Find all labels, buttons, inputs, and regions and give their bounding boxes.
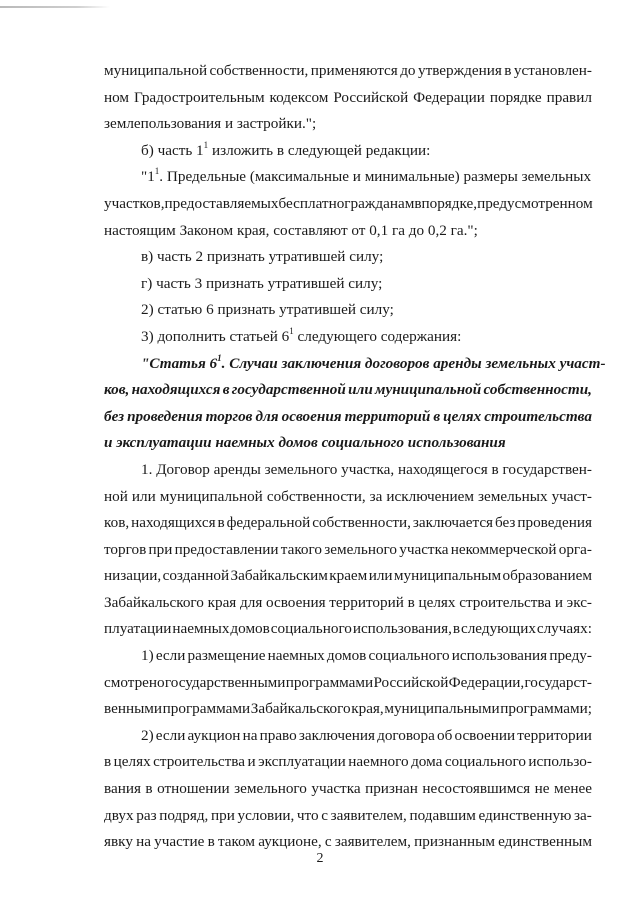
word: бесплатно [278, 194, 345, 212]
word: низации, [104, 567, 162, 585]
word: несостоявшимся [422, 780, 531, 798]
word: размещение [187, 647, 266, 665]
word: заключается [412, 514, 494, 532]
word: правил [546, 88, 592, 106]
word: целях [113, 753, 151, 771]
word: за- [574, 806, 592, 824]
word: при [211, 806, 235, 824]
word: Федерации [413, 88, 485, 106]
word: в [433, 407, 441, 425]
word: ков, [104, 381, 130, 399]
word: единственную [478, 806, 572, 824]
word: "1 [141, 168, 155, 186]
word: установлен- [513, 62, 592, 79]
word: государст- [524, 673, 592, 691]
word: в [207, 833, 215, 851]
text-line [104, 85, 592, 112]
word: программами [285, 673, 374, 691]
word: заявителем, [330, 806, 407, 824]
word: собственности, [483, 381, 592, 399]
word: в [504, 62, 512, 79]
text-line [104, 484, 592, 511]
word: что [296, 806, 319, 824]
word: участка [399, 540, 449, 558]
word: преду- [549, 647, 592, 665]
word: признанным [414, 833, 495, 851]
word: исключением [386, 487, 474, 505]
word: в [104, 753, 112, 771]
text-line [104, 297, 592, 324]
word: кодексом [269, 88, 329, 106]
word: в) часть 2 признать утратившей силу; [141, 248, 384, 266]
word: строительства [459, 593, 552, 611]
text-line [104, 563, 592, 590]
text-line [104, 776, 592, 803]
word: Забайкальского [104, 593, 204, 611]
text-line [104, 271, 592, 298]
word: аукцион [187, 726, 241, 744]
word: порядке, [421, 194, 478, 212]
word: право [259, 726, 297, 744]
word: муниципальной [375, 381, 482, 399]
word: ной [104, 487, 128, 505]
word: гражданам [344, 194, 415, 212]
scan-edge-mark [0, 6, 110, 8]
article-heading-line [104, 377, 592, 404]
word: участие [154, 833, 205, 851]
word: если [155, 726, 186, 744]
word: ном [104, 88, 130, 106]
word: освоении [454, 726, 516, 744]
word: при [148, 540, 173, 558]
word: об [437, 726, 453, 744]
word: аукционе, [258, 833, 322, 851]
word: с [324, 833, 332, 851]
word: без [494, 514, 516, 532]
text-line [104, 191, 592, 218]
word: находящихся [131, 514, 216, 532]
word: государственными [164, 673, 286, 691]
word: на [242, 726, 258, 744]
word: . Случаи заключения договоров аренды земельных участ- [221, 354, 606, 372]
word: Забайкальского [250, 700, 351, 718]
word: использования [451, 647, 548, 665]
word: участков, [104, 194, 165, 212]
superscript: 1 [203, 139, 209, 150]
word: 3) дополнить статьей 6 [141, 327, 290, 345]
word: Российской [333, 88, 409, 106]
word: проведения [517, 514, 592, 532]
word: отношении [157, 780, 230, 798]
text-line [104, 749, 592, 776]
word: 1. [141, 460, 153, 478]
word: подавшим [409, 806, 476, 824]
word: утверждения [417, 62, 502, 79]
word: домов [230, 620, 270, 638]
word: предусмотренном [477, 194, 593, 212]
word: эксплуатации [258, 753, 346, 771]
word: и эксплуатации наемных домов социального использования [104, 434, 506, 452]
word: раз [136, 806, 157, 824]
word: условии, [237, 806, 295, 824]
word: Договор [156, 460, 210, 478]
word: следующих [460, 620, 536, 638]
text-line [104, 218, 592, 245]
word: дома [411, 753, 443, 771]
word: заключения [298, 726, 375, 744]
word: Забайкальским [230, 567, 328, 585]
word: в [452, 620, 461, 638]
text-line [104, 643, 592, 670]
superscript: 1 [289, 325, 294, 336]
word: если [155, 647, 186, 665]
word: признан [365, 780, 418, 798]
superscript: 1 [217, 352, 222, 363]
word: следующего содержания: [293, 327, 462, 345]
word: договора [377, 726, 435, 744]
word: программами; [500, 700, 592, 718]
word: применяются [310, 62, 398, 79]
word: настоящим Законом края, составляют от 0,1 га до 0,2 га."; [104, 221, 478, 239]
word: федеральной [226, 514, 311, 532]
word: торгов [104, 540, 147, 558]
text-line [104, 111, 592, 138]
word: заявителем, [334, 833, 411, 851]
word: Российской [373, 673, 449, 691]
text-line [104, 590, 592, 617]
word: строительства [153, 753, 245, 771]
word: Федерации, [448, 673, 525, 691]
word: использования, [352, 620, 452, 638]
word: не [534, 780, 550, 798]
word: муниципальными [384, 700, 500, 718]
word: некоммерческой [450, 540, 557, 558]
word: целях [443, 407, 482, 425]
word: или [348, 381, 373, 399]
word: двух [104, 806, 134, 824]
text-line [104, 244, 592, 271]
text-line [104, 616, 592, 643]
word: муниципальной [159, 487, 263, 505]
text-line [104, 164, 592, 191]
word: использо- [528, 753, 592, 771]
word: программами [162, 700, 251, 718]
word: или [131, 487, 156, 505]
word: в [217, 514, 225, 532]
word: территорий [344, 407, 431, 425]
word: за [369, 487, 383, 505]
word: в [222, 381, 230, 399]
word: для [240, 593, 263, 611]
word: изложить в следующей редакции: [211, 141, 431, 159]
word: такого [280, 540, 322, 558]
word: на [136, 833, 151, 851]
word: "Статья 6 [141, 354, 218, 372]
word: порядке [489, 88, 542, 106]
word: освоения [281, 407, 342, 425]
text-line [104, 457, 592, 484]
word: 1) [141, 647, 154, 665]
word: таком [217, 833, 256, 851]
article-heading-line [104, 351, 606, 378]
word: в [414, 194, 422, 212]
word: социального [368, 647, 450, 665]
word: и [554, 593, 563, 611]
word: без [104, 407, 125, 425]
word: строительства [484, 407, 592, 425]
word: торгов [205, 407, 253, 425]
word: территорий [329, 593, 404, 611]
article-heading-line [104, 430, 592, 457]
word: венными [104, 700, 163, 718]
word: проведения [127, 407, 203, 425]
word: смотрено [104, 673, 165, 691]
text-line [104, 537, 592, 564]
text-line [104, 670, 592, 697]
word: случаях: [536, 620, 592, 638]
word: землепользования и застройки."; [104, 115, 317, 133]
word: плуатации [104, 620, 172, 638]
word: в [407, 593, 415, 611]
word: в [491, 460, 499, 478]
text-line [104, 58, 592, 85]
word: социального [444, 753, 526, 771]
word: ков, [104, 514, 130, 532]
word: наемных [172, 620, 230, 638]
text-line [104, 723, 592, 750]
text-line [104, 324, 592, 351]
word: или [368, 567, 393, 585]
word: б) часть 1 [141, 141, 204, 159]
word: подряд, [159, 806, 209, 824]
word: явку [104, 833, 133, 851]
word: и [247, 753, 256, 771]
word: земельного [324, 540, 397, 558]
word: государствен- [502, 460, 592, 478]
text-line [104, 138, 592, 165]
word: целях [418, 593, 456, 611]
text-line [104, 803, 592, 830]
word: края, [351, 700, 384, 718]
word: в [145, 780, 153, 798]
word: находящегося [397, 460, 488, 478]
word: менее [553, 780, 592, 798]
word: собственности, [312, 514, 411, 532]
word: территории [517, 726, 592, 744]
word: наемного [348, 753, 409, 771]
word: единственным [498, 833, 592, 851]
word: земельного [264, 460, 338, 478]
word: созданной [162, 567, 230, 585]
word: земельных [478, 487, 548, 505]
text-line [104, 510, 592, 537]
word: г) часть 3 признать утратившей силу; [141, 274, 383, 292]
word: орга- [558, 540, 592, 558]
word: участ- [551, 487, 592, 505]
word: края [207, 593, 237, 611]
word: Градостроительным [134, 88, 265, 106]
article-heading-line [104, 404, 592, 431]
word: земельного [234, 780, 307, 798]
word: для [255, 407, 279, 425]
text-line [104, 696, 592, 723]
word: предоставлении [174, 540, 279, 558]
word: с [321, 806, 328, 824]
word: государственной [231, 381, 346, 399]
word: предоставляемых [164, 194, 279, 212]
word: . Предельные (максимальные и минимальные) размеры земельных [159, 168, 592, 186]
document-page [104, 58, 606, 856]
word: муниципальным [393, 567, 502, 585]
word: социального [270, 620, 352, 638]
word: муниципальной [104, 62, 208, 79]
word: краем [329, 567, 368, 585]
word: освоения [266, 593, 326, 611]
word: домов [326, 647, 367, 665]
word: находящихся [131, 381, 221, 399]
word: собственности, [209, 62, 309, 79]
word: вания [104, 780, 141, 798]
word: до [400, 62, 416, 79]
word: экс- [566, 593, 592, 611]
word: собственности, [266, 487, 366, 505]
word: наемных [267, 647, 325, 665]
superscript: 1 [154, 166, 160, 177]
word: участка [311, 780, 361, 798]
word: 2) статью 6 признать утратившей силу; [141, 301, 394, 319]
word: образованием [502, 567, 592, 585]
word: участка, [341, 460, 395, 478]
word: аренды [213, 460, 261, 478]
word: 2) [141, 726, 154, 744]
page-number: 2 [316, 851, 324, 866]
